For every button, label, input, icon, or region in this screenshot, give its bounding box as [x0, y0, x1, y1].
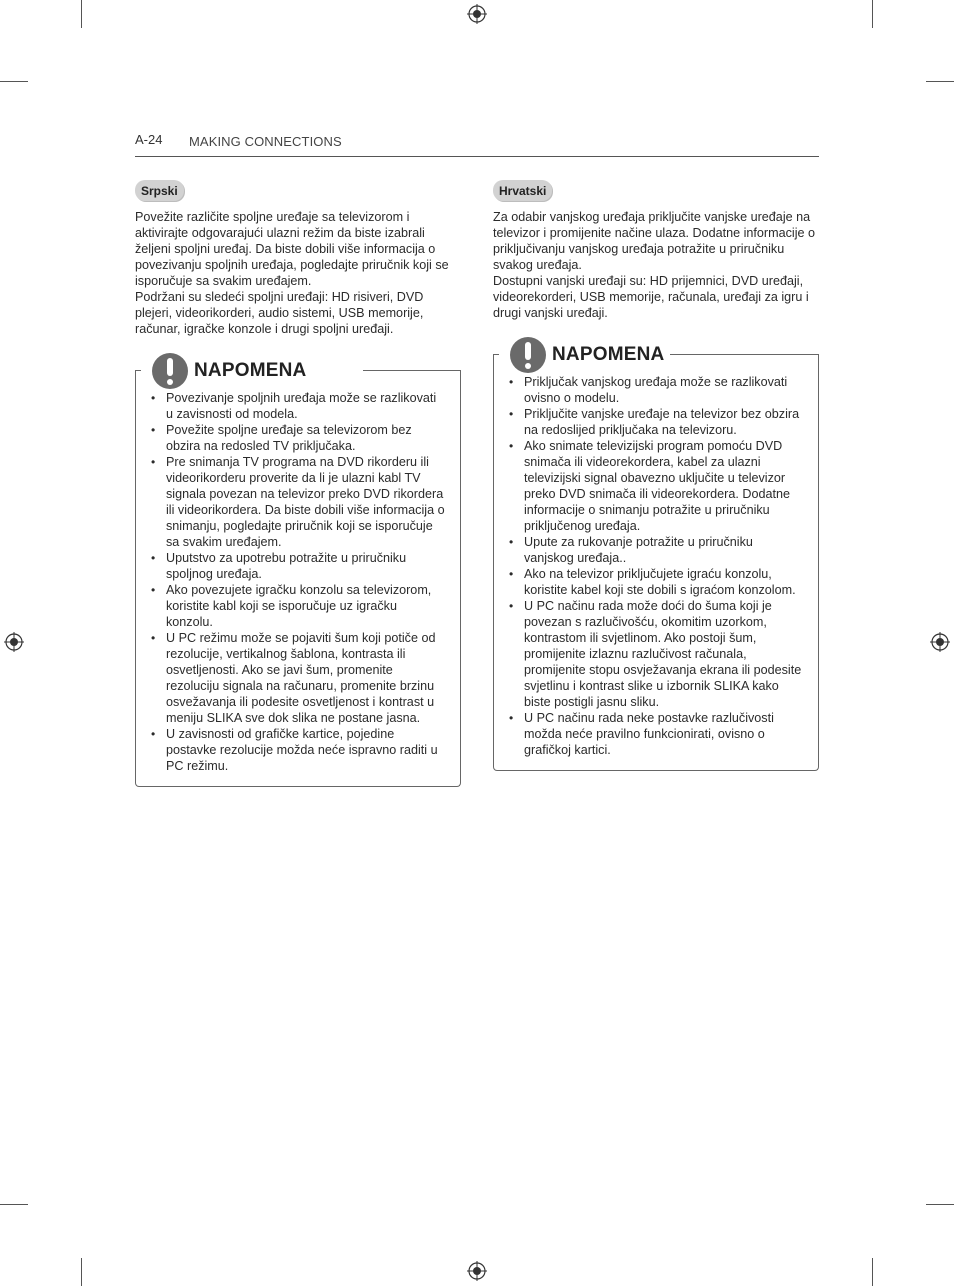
crop-mark: [926, 81, 954, 82]
intro-paragraph: Podržani su sledeći spoljni uređaji: HD risiveri, DVD plejeri, videorikorderi, audio sistemi, USB memorije, računar, igračke konzole i drugi spoljni uređaji.: [135, 290, 424, 336]
crop-mark: [926, 1204, 954, 1205]
note-title: NAPOMENA: [552, 344, 665, 365]
list-item: • U PC načinu rada može doći do šuma koji je povezan s razlučivošću, okomitim uzorkom, kontrastom ili svjetlinom. Ako postoji šum, promijenite izlaznu razlučivost računala, promijenite stopu osvježavanja ekrana ili podesite svjetlinu i kontrast slike u izbornik SLIKA kako biste postigli jasnu sliku.: [508, 598, 804, 710]
note-box: [135, 360, 461, 787]
list-item: • Ako na televizor priključujete igraću konzolu, koristite kabel koji ste dobili s igraćom konzolom.: [508, 566, 804, 598]
note-list: [150, 390, 446, 774]
note-box: [493, 344, 819, 771]
list-item: • Priključak vanjskog uređaja može se razlikovati ovisno o modelu.: [508, 374, 804, 406]
note-header: [510, 337, 670, 373]
list-item: • U zavisnosti od grafičke kartice, pojedine postavke rezolucije možda neće ispravno raditi u PC režimu.: [150, 726, 446, 774]
list-item: • U PC režimu može se pojaviti šum koji potiče od rezolucije, vertikalnog šablona, kontrasta ili osvetljenosti. Ako se javi šum, promenite rezoluciju signala na računaru, promenite brzinu osvežavanja ili podesite osvetljenost i kontrast u meniju SLIKA sve dok slika ne postane jasna.: [150, 630, 446, 726]
list-item: • Ako povezujete igračku konzolu sa televizorom, koristite kabl koji se isporučuje uz igračku konzolu.: [150, 582, 446, 630]
registration-mark-icon: [467, 1261, 487, 1281]
list-item: • Priključite vanjske uređaje na televizor bez obzira na redoslijed priključaka na televizoru.: [508, 406, 804, 438]
list-item: • Ako snimate televizijski program pomoću DVD snimača ili videorekordera, kabel za ulazni televizijski signal obavezno uključite u televizor preko DVD snimača ili videorekordera. Dodatne informacije o snimanju potražite u priručniku priključenog uređaja.: [508, 438, 804, 534]
crop-mark: [0, 81, 28, 82]
registration-mark-icon: [930, 632, 950, 652]
list-item: • Upute za rukovanje potražite u priručniku vanjskog uređaja..: [508, 534, 804, 566]
column-srpski: [135, 180, 461, 787]
crop-mark: [872, 1258, 873, 1286]
crop-mark: [872, 0, 873, 28]
intro-paragraph: Povežite različite spoljne uređaje sa televizorom i aktivirajte odgovarajući ulazni režim da biste izabrali željeni spoljni uređaj. Da biste dobili više informacija o povezivanju spoljnih uređaja, pogledajte priručnik koji se isporučuje sa svakim uređajem.: [135, 210, 449, 288]
column-hrvatski: [493, 180, 819, 771]
intro-paragraph: Za odabir vanjskog uređaja priključite vanjske uređaje na televizor i promijenite načine ulaza. Dodatne informacije o priključivanju vanjskog uređaja potražite u priručniku svakog uređaja.: [493, 210, 816, 272]
intro-paragraph: Dostupni vanjski uređaji su: HD prijemnici, DVD uređaji, videorekorderi, USB memorije, računala, uređaji za igru i drugi vanjski uređaji.: [493, 274, 809, 320]
list-item: • Povežite spoljne uređaje sa televizorom bez obzira na redosled TV priključaka.: [150, 422, 446, 454]
registration-mark-icon: [4, 632, 24, 652]
list-item: • Pre snimanja TV programa na DVD rikorderu ili videorikorderu proverite da li je ulazni kabl TV signala povezan na televizor preko DVD rikordera ili videorikordera. Da biste dobili više informacija o snimanju, pogledajte priručnik koji se isporučuje sa svakim uređajem.: [150, 454, 446, 550]
section-title: MAKING CONNECTIONS: [189, 134, 342, 149]
exclamation-icon: [152, 353, 188, 389]
exclamation-icon: [510, 337, 546, 373]
language-badge: Srpski: [135, 180, 184, 201]
note-list: [508, 374, 804, 758]
list-item: • Uputstvo za upotrebu potražite u priručniku spoljnog uređaja.: [150, 550, 446, 582]
registration-mark-icon: [467, 4, 487, 24]
language-badge: Hrvatski: [493, 180, 552, 201]
crop-mark: [81, 1258, 82, 1286]
note-title: NAPOMENA: [194, 360, 307, 381]
page-number: A-24: [135, 132, 163, 147]
note-header: [152, 353, 312, 389]
crop-mark: [0, 1204, 28, 1205]
list-item: • Povezivanje spoljnih uređaja može se razlikovati u zavisnosti od modela.: [150, 390, 446, 422]
crop-mark: [81, 0, 82, 28]
page-header: [135, 128, 819, 157]
list-item: • U PC načinu rada neke postavke razlučivosti možda neće pravilno funkcionirati, ovisno o grafičkoj kartici.: [508, 710, 804, 758]
